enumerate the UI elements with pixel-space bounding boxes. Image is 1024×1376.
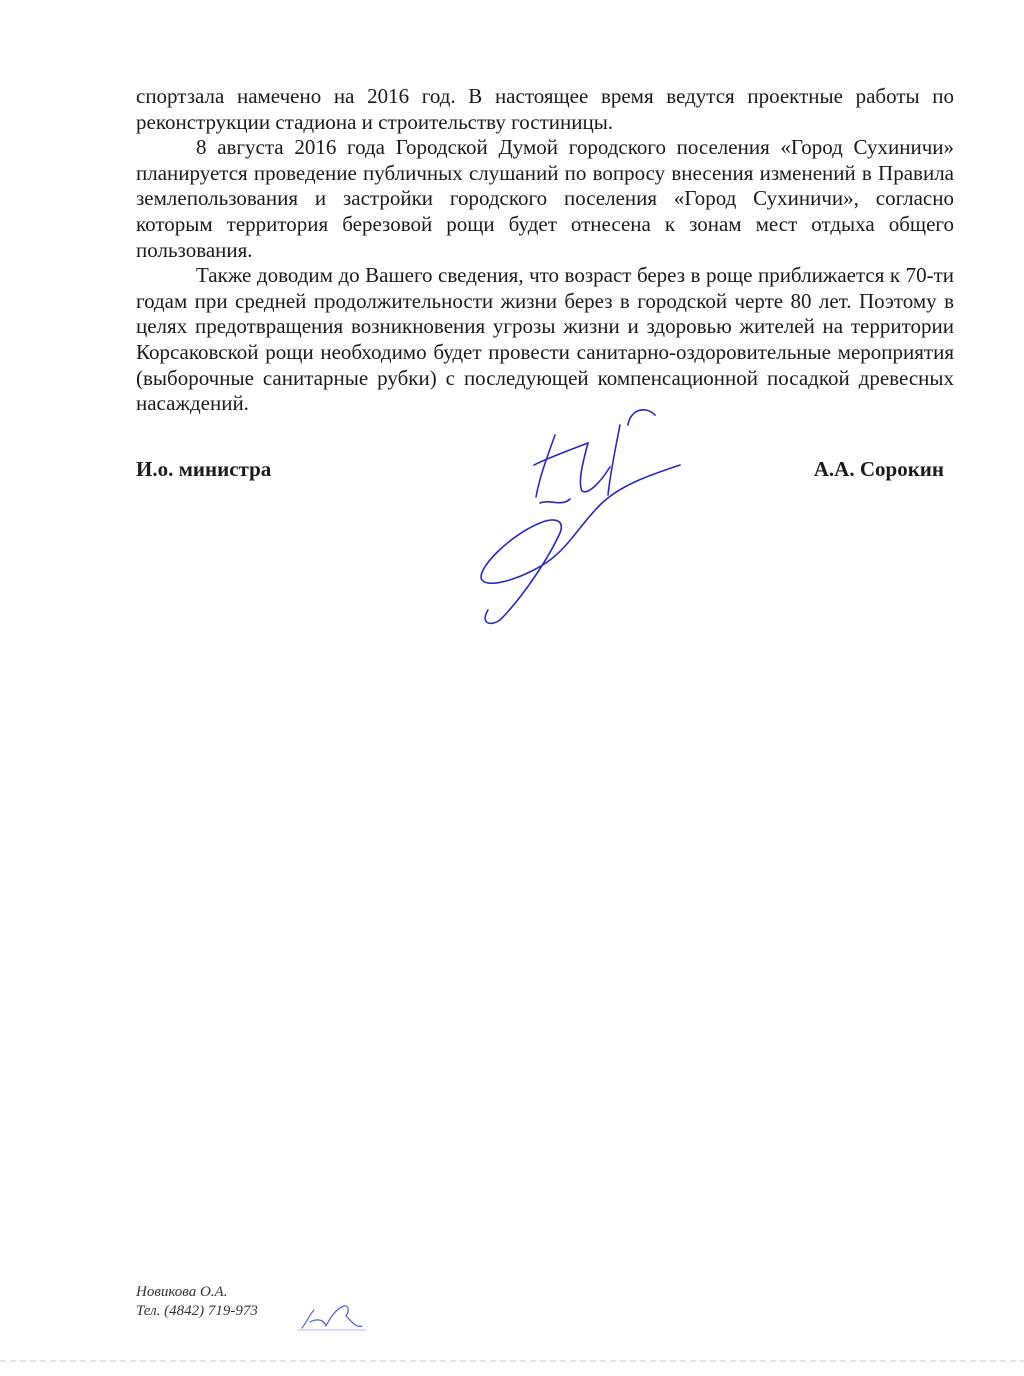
scan-border [0,1360,1024,1362]
executor-phone: Тел. (4842) 719-973 [136,1303,258,1319]
signatory-role: И.о. министра [136,457,272,481]
signatory-name: А.А. Сорокин [813,457,944,481]
handwritten-initials [296,1300,368,1334]
paragraph-3: Также доводим до Вашего сведения, что возраст берез в роще приближается к 70-ти годам при средней продолжительности жизни берез в городской черте 80 лет. Поэтому в целях предотвращения возникновения угрозы жизни и здоровью жителей на территории Корсаковской рощи необходимо будет провести санитарно-оздоровительные мероприятия (выборочные санитарные рубки) с последующей компенсационной посадкой древесных насаждений. [136,263,954,416]
handwritten-signature [470,395,720,635]
letter-body [136,84,954,417]
executor-name: Новикова О.А. [136,1284,228,1300]
executor-info [136,1283,258,1321]
paragraph-2: 8 августа 2016 года Городской Думой городского поселения «Город Сухиничи» планируется проведение публичных слушаний по вопросу внесения изменений в Правила землепользования и застройки городского поселения «Город Сухиничи», согласно которым территория березовой рощи будет отнесена к зонам мест отдыха общего пользования. [136,135,954,262]
paragraph-1: спортзала намечено на 2016 год. В настоящее время ведутся проектные работы по реконструкции стадиона и строительству гостиницы. [136,84,954,134]
